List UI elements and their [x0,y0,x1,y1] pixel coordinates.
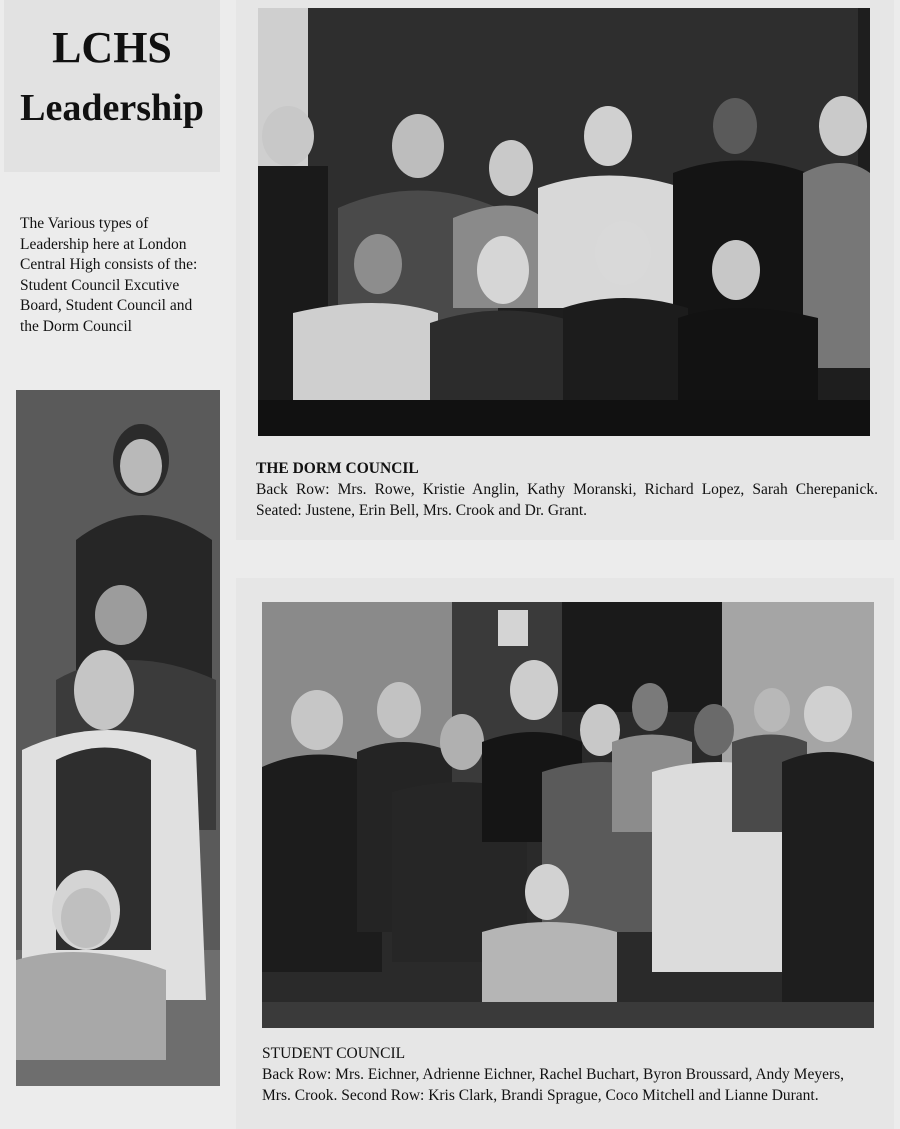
executive-board-photo-illustration [16,390,220,1086]
title-block [4,0,220,172]
student-council-heading: STUDENT COUNCIL [262,1045,406,1062]
dorm-council-photo-illustration [258,8,870,436]
dorm-council-photo [258,8,870,436]
student-council-names: Back Row: Mrs. Eichner, Adrienne Eichner, Rachel Buchart, Byron Broussard, Andy Meyers, Mrs. Crook. Second Row: Kris Clark, Brandi Sprague, Coco Mitchell and Lianne Durant. [262,1066,845,1104]
page-title-line2: Leadership [20,87,204,129]
dorm-council-names: Back Row: Mrs. Rowe, Kristie Anglin, Kathy Moranski, Richard Lopez, Sarah Cherepanick. Seated: Justene, Erin Bell, Mrs. Crook and Dr. Grant. [256,481,878,519]
student-council-caption [262,1043,872,1106]
student-council-photo-illustration [262,602,874,1028]
intro-text: The Various types of Leadership here at London Central High consists of the: Student Council Excutive Board, Student Council and the Dorm Council [20,215,198,335]
dorm-council-caption [256,458,878,521]
student-council-photo [262,602,874,1028]
page-title-line1: LCHS [52,23,172,72]
executive-board-photo [16,390,220,1086]
dorm-council-heading: THE DORM COUNCIL [256,460,419,477]
